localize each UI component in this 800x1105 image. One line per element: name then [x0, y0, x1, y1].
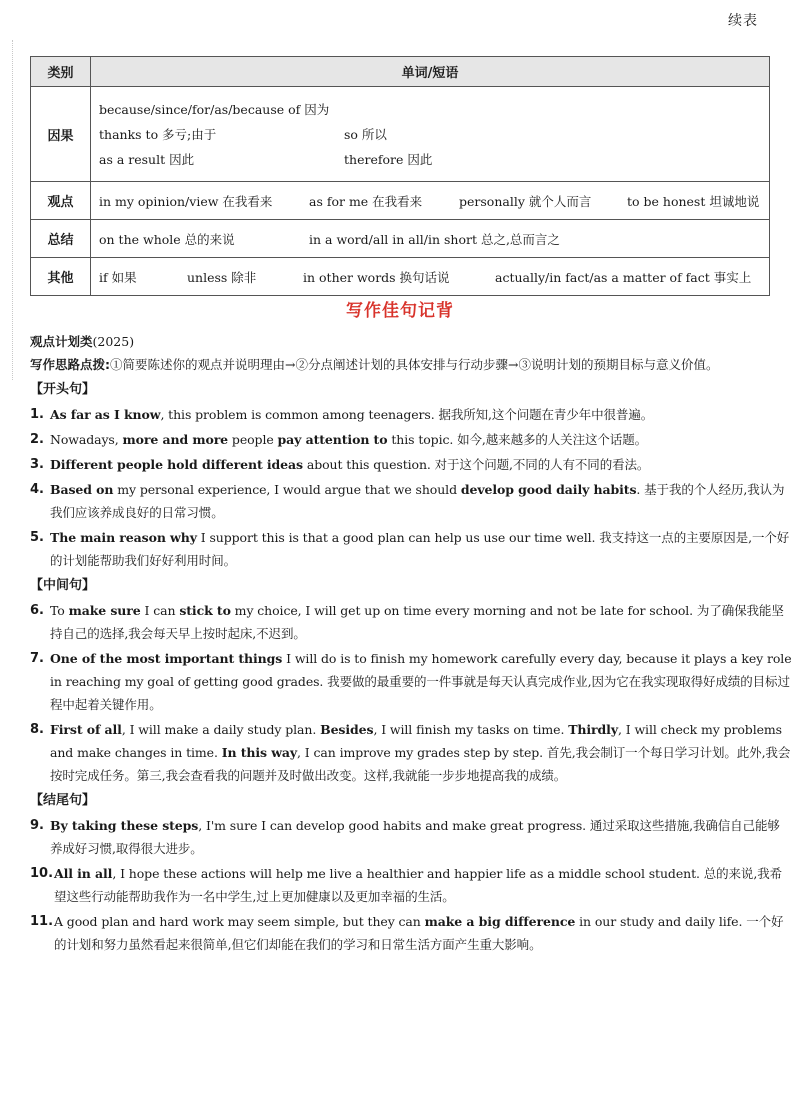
sentence-number: 3.	[30, 457, 44, 472]
header-category: 类别	[31, 57, 91, 87]
phrase: as for me 在我看来	[309, 193, 423, 209]
sentence-number: 4.	[30, 482, 44, 497]
continued-label: 续表	[728, 13, 758, 29]
sentence-fragment: people	[228, 432, 278, 447]
sentence-number: 5.	[30, 530, 44, 545]
phrase: in my opinion/view 在我看来	[99, 193, 273, 209]
table-row-other	[31, 258, 770, 296]
sentence-fragment: . 基于我的个人经历,我认为我们应该养成良好的日常习惯。	[50, 482, 785, 520]
category-heading	[30, 330, 792, 353]
key-phrase: In this way	[221, 745, 298, 760]
key-phrase: stick to	[179, 603, 231, 618]
phrase: to be honest 坦诚地说	[627, 193, 760, 209]
table-header-row	[31, 57, 770, 87]
sentence-fragment: , this problem is common among teenagers. 据我所知,这个问题在青少年中很普遍。	[160, 407, 654, 422]
phrase: in other words 换句话说	[303, 269, 450, 285]
table-row-cause	[31, 87, 770, 182]
row-items	[91, 220, 770, 258]
sentence-text	[50, 403, 792, 426]
sentence-fragment: this topic. 如今,越来越多的人关注这个话题。	[387, 432, 647, 447]
sentence-item	[30, 862, 792, 908]
sentence-number: 10.	[30, 866, 54, 881]
sentence-fragment: , I hope these actions will help me live a healthier and happier life as a middle school student. 总的来说,我希望这些行动能帮助我作为一名中学生,过上更加健康以及更加幸福的生活。	[54, 866, 783, 904]
key-phrase: Thirdly	[568, 722, 618, 737]
sentence-text	[54, 862, 792, 908]
section-title: 写作佳句记背	[346, 301, 454, 321]
sentence-text	[54, 910, 792, 956]
group-heading: 【开头句】	[30, 382, 96, 397]
sentence-fragment: my personal experience, I would argue that we should	[113, 482, 461, 497]
key-phrase: As far as I know	[50, 407, 161, 422]
table-row-opinion	[31, 182, 770, 220]
sentence-text	[50, 718, 792, 787]
sentence-fragment: I will do is to finish my homework carefully every day, because it plays a key role in reaching my goal of getting good grades. 我要做的最重要的一件事就是每天认真完成作业,因为它在我实现取得好成绩的目标过程中起着关键作用。	[50, 651, 792, 712]
phrase: personally 就个人而言	[459, 193, 592, 209]
sentence-item	[30, 478, 792, 524]
sentence-fragment: I can	[140, 603, 180, 618]
row-category: 其他	[31, 258, 91, 296]
key-phrase: make sure	[68, 603, 141, 618]
phrase: therefore 因此	[344, 152, 433, 167]
phrase: on the whole 总的来说	[99, 231, 235, 247]
key-phrase: By taking these steps	[50, 818, 199, 833]
row-items	[91, 87, 770, 182]
row-items	[91, 258, 770, 296]
row-category: 总结	[31, 220, 91, 258]
sentence-fragment: about this question. 对于这个问题,不同的人有不同的看法。	[302, 457, 650, 472]
category-year: (2025)	[92, 334, 135, 349]
row-category: 观点	[31, 182, 91, 220]
sentence-item	[30, 647, 792, 716]
sentence-item	[30, 910, 792, 956]
group-heading: 【中间句】	[30, 578, 96, 593]
sentence-fragment: in our study and daily life. 一个好的计划和努力虽然看起来很简单,但它们却能在我们的学习和日常生活方面产生重大影响。	[54, 914, 784, 952]
vocab-table	[30, 56, 770, 296]
sentence-fragment: , I will make a daily study plan.	[121, 722, 321, 737]
writing-tip	[30, 353, 792, 376]
key-phrase: Besides	[320, 722, 374, 737]
tip-text: ①简要陈述你的观点并说明理由→②分点阐述计划的具体安排与行动步骤→③说明计划的预期目标与意义价值。	[110, 357, 719, 372]
sentence-item	[30, 428, 792, 451]
sentence-item	[30, 453, 792, 476]
sentence-fragment: To	[50, 603, 69, 618]
key-phrase: Different people hold different ideas	[50, 457, 303, 472]
key-phrase: All in all	[54, 866, 113, 881]
row-items	[91, 182, 770, 220]
sentence-number: 6.	[30, 603, 44, 618]
phrase: as a result 因此	[99, 152, 195, 167]
sentence-item	[30, 814, 792, 860]
sentence-number: 2.	[30, 432, 44, 447]
sentence-number: 11.	[30, 914, 54, 929]
sentence-fragment: A good plan and hard work may seem simple, but they can	[54, 914, 425, 929]
sentence-text	[50, 599, 792, 645]
key-phrase: develop good daily habits	[460, 482, 637, 497]
sentence-number: 1.	[30, 407, 44, 422]
sentence-fragment: , I can improve my grades step by step. 首先,我会制订一个每日学习计划。此外,我会按时完成任务。第三,我会查看我的问题并及时做出改变。这样,我就能一步步地提高我的成绩。	[50, 745, 791, 783]
sentence-fragment: Nowadays,	[50, 432, 123, 447]
tip-label: 写作思路点拨:	[30, 357, 110, 372]
row-category: 因果	[31, 87, 91, 182]
category-label: 观点计划类	[30, 334, 93, 349]
phrase: unless 除非	[187, 269, 257, 285]
key-phrase: pay attention to	[277, 432, 388, 447]
header-words: 单词/短语	[91, 57, 770, 87]
sentence-text	[50, 453, 792, 476]
binding-margin	[12, 40, 14, 380]
sentence-text	[50, 526, 792, 572]
sentence-fragment: , I'm sure I can develop good habits and make great progress. 通过采取这些措施,我确信自己能够养成好习惯,取得很大进步。	[50, 818, 780, 856]
key-phrase: more and more	[122, 432, 229, 447]
key-phrase: The main reason why	[50, 530, 197, 545]
table-row-summary	[31, 220, 770, 258]
sentence-number: 8.	[30, 722, 44, 737]
sentence-content	[30, 330, 792, 956]
phrase: because/since/for/as/because of 因为	[99, 102, 330, 117]
sentence-number: 7.	[30, 651, 44, 666]
sentence-number: 9.	[30, 818, 44, 833]
sentence-text	[50, 647, 792, 716]
sentence-text	[50, 814, 792, 860]
sentence-item	[30, 599, 792, 645]
phrase: thanks to 多亏;由于	[99, 127, 217, 142]
group-heading: 【结尾句】	[30, 793, 96, 808]
phrase: so 所以	[344, 127, 387, 142]
phrase: if 如果	[99, 269, 137, 285]
key-phrase: One of the most important things	[50, 651, 283, 666]
sentence-item	[30, 403, 792, 426]
sentence-item	[30, 718, 792, 787]
phrase: actually/in fact/as a matter of fact 事实上	[495, 269, 752, 285]
sentence-text	[50, 428, 792, 451]
phrase: in a word/all in all/in short 总之,总而言之	[309, 231, 560, 247]
sentence-groups	[30, 378, 792, 956]
key-phrase: First of all	[50, 722, 122, 737]
key-phrase: Based on	[50, 482, 114, 497]
sentence-fragment: , I will finish my tasks on time.	[373, 722, 569, 737]
sentence-fragment: my choice, I will get up on time every morning and not be late for school. 为了确保我能坚持自己的选择,我会每天早上按时起床,不迟到。	[50, 603, 784, 641]
sentence-item	[30, 526, 792, 572]
sentence-fragment: , I will check my problems and make changes in time.	[50, 722, 782, 760]
key-phrase: make a big difference	[424, 914, 576, 929]
sentence-fragment: I support this is that a good plan can help us use our time well. 我支持这一点的主要原因是,一个好的计划能帮助我们好好利用时间。	[50, 530, 790, 568]
sentence-text	[50, 478, 792, 524]
